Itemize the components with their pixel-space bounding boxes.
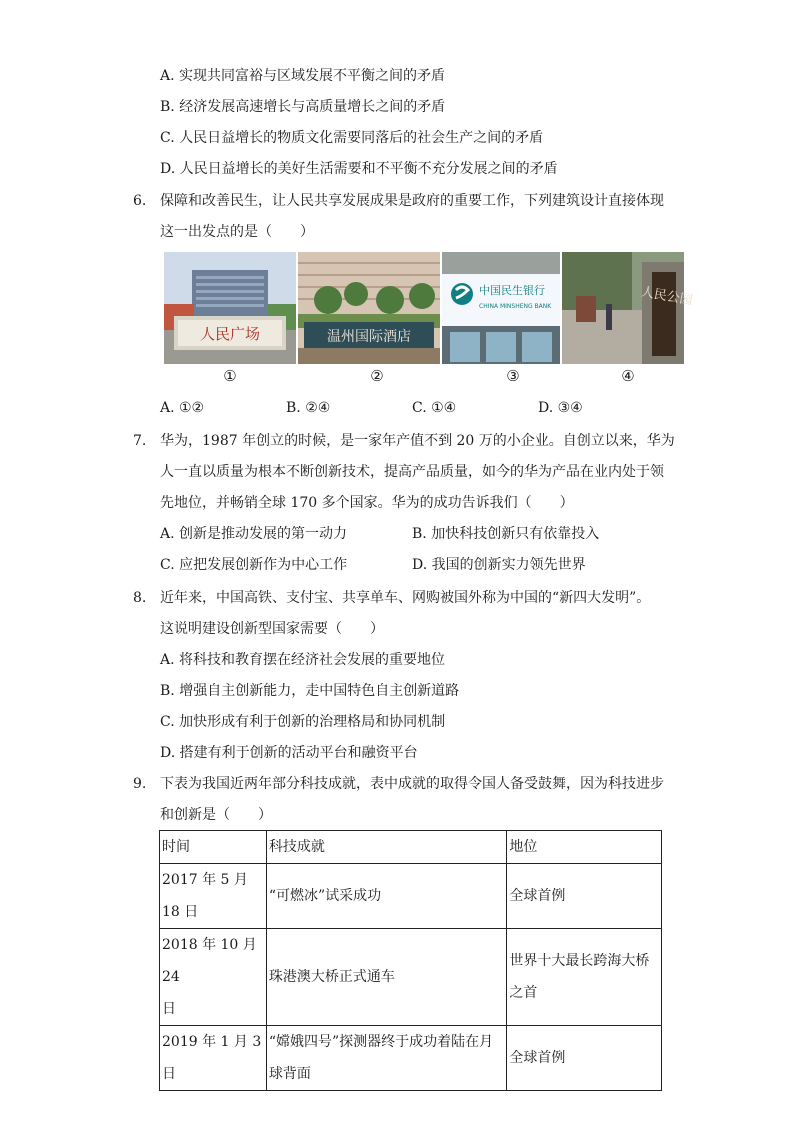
table-cell-time: 2017 年 5 月 18 日	[160, 864, 267, 929]
table-cell-achievement: 珠港澳大桥正式通车	[266, 929, 507, 1026]
photo-2-caption: ②	[370, 367, 384, 385]
q7-option-c: C. 应把发展创新作为中心工作	[160, 557, 348, 573]
q6-text-line-2: 这一出发点的是（ ）	[160, 224, 314, 240]
q9-text-line-2: 和创新是（ ）	[160, 807, 272, 823]
photo-2-sign: 温州国际酒店	[327, 329, 411, 345]
table-cell-achievement: “可燃冰”试采成功	[266, 864, 507, 929]
achievements-table	[159, 830, 662, 1091]
photo-4-caption: ④	[621, 367, 635, 385]
q7-option-a: A. 创新是推动发展的第一动力	[160, 526, 348, 542]
table-header-row	[160, 831, 662, 864]
q6-option-a: A. ①②	[160, 400, 205, 416]
photo-minsheng-bank	[442, 252, 560, 364]
q7-option-b: B. 加快科技创新只有依靠投入	[412, 526, 600, 542]
photo-3-sign-en: CHINA MINSHENG BANK	[479, 303, 552, 310]
q8-option-a: A. 将科技和教育摆在经济社会发展的重要地位	[160, 652, 446, 668]
q5-option-c: C. 人民日益增长的物质文化需要同落后的社会生产之间的矛盾	[160, 130, 544, 146]
q9-text-line-1: 下表为我国近两年部分科技成就，表中成就的取得令国人备受鼓舞，因为科技进步	[160, 776, 664, 792]
q5-option-d: D. 人民日益增长的美好生活需要和不平衡不充分发展之间的矛盾	[160, 161, 558, 177]
q9-number: 9.	[133, 776, 147, 792]
table-cell-status: 全球首例	[507, 1026, 662, 1091]
cell-line: 日	[162, 1001, 176, 1017]
q8-option-b: B. 增强自主创新能力，走中国特色自主创新道路	[160, 683, 460, 699]
table-cell-status	[507, 929, 662, 1026]
q5-option-b: B. 经济发展高速增长与高质量增长之间的矛盾	[160, 99, 446, 115]
q7-text-line-1: 华为，1987 年创立的时候，是一家年产值不到 20 万的小企业。自创立以来，华为	[160, 433, 675, 449]
photo-wenzhou-hotel	[298, 252, 440, 364]
table-row	[160, 864, 662, 929]
q6-text-line-1: 保障和改善民生，让人民共享发展成果是政府的重要工作，下列建筑设计直接体现	[160, 193, 664, 209]
q6-option-d: D. ③④	[538, 400, 583, 416]
table-cell-achievement	[266, 1026, 507, 1091]
cell-line: 之首	[509, 985, 538, 1001]
table-header-time: 时间	[160, 831, 267, 864]
cell-line: 球背面	[268, 1066, 311, 1082]
q6-number: 6.	[133, 193, 147, 209]
photo-1-sign: 人民广场	[199, 325, 261, 343]
photo-4-sign: 人民公园	[639, 284, 694, 309]
table-row	[160, 1026, 662, 1091]
q7-option-d: D. 我国的创新实力领先世界	[412, 557, 586, 573]
cell-line: 世界十大最长跨海大桥	[509, 953, 650, 969]
photo-peoples-square	[164, 252, 296, 364]
table-row	[160, 929, 662, 1026]
q8-text-line-1: 近年来，中国高铁、支付宝、共享单车、网购被国外称为中国的“新四大发明”。	[160, 590, 651, 606]
photo-3-sign-cn: 中国民生银行	[479, 284, 545, 297]
q7-text-line-2: 人一直以质量为根本不断创新技术，提高产品质量，如今的华为产品在业内处于领	[160, 464, 664, 480]
q8-option-d: D. 搭建有利于创新的活动平台和融资平台	[160, 745, 418, 761]
q8-text-line-2: 这说明建设创新型国家需要（ ）	[160, 621, 384, 637]
q7-text-line-3: 先地位，并畅销全球 170 多个国家。华为的成功告诉我们（ ）	[160, 495, 574, 511]
table-header-achievement: 科技成就	[266, 831, 507, 864]
q8-number: 8.	[133, 590, 147, 606]
table-cell-time	[160, 929, 267, 1026]
cell-line: 2018 年 10 月 24	[162, 937, 257, 985]
photo-3-caption: ③	[506, 367, 520, 385]
photo-1-caption: ①	[223, 367, 237, 385]
q7-number: 7.	[133, 433, 147, 449]
q6-option-c: C. ①④	[412, 400, 457, 416]
photo-peoples-park	[562, 252, 694, 364]
q6-option-b: B. ②④	[286, 400, 331, 416]
table-cell-time: 2019 年 1 月 3 日	[160, 1026, 267, 1091]
table-header-status: 地位	[507, 831, 662, 864]
table-cell-status: 全球首例	[507, 864, 662, 929]
cell-line: “嫦娥四号”探测器终于成功着陆在月	[268, 1034, 494, 1050]
q5-option-a: A. 实现共同富裕与区域发展不平衡之间的矛盾	[160, 68, 446, 84]
q8-option-c: C. 加快形成有利于创新的治理格局和协同机制	[160, 714, 446, 730]
